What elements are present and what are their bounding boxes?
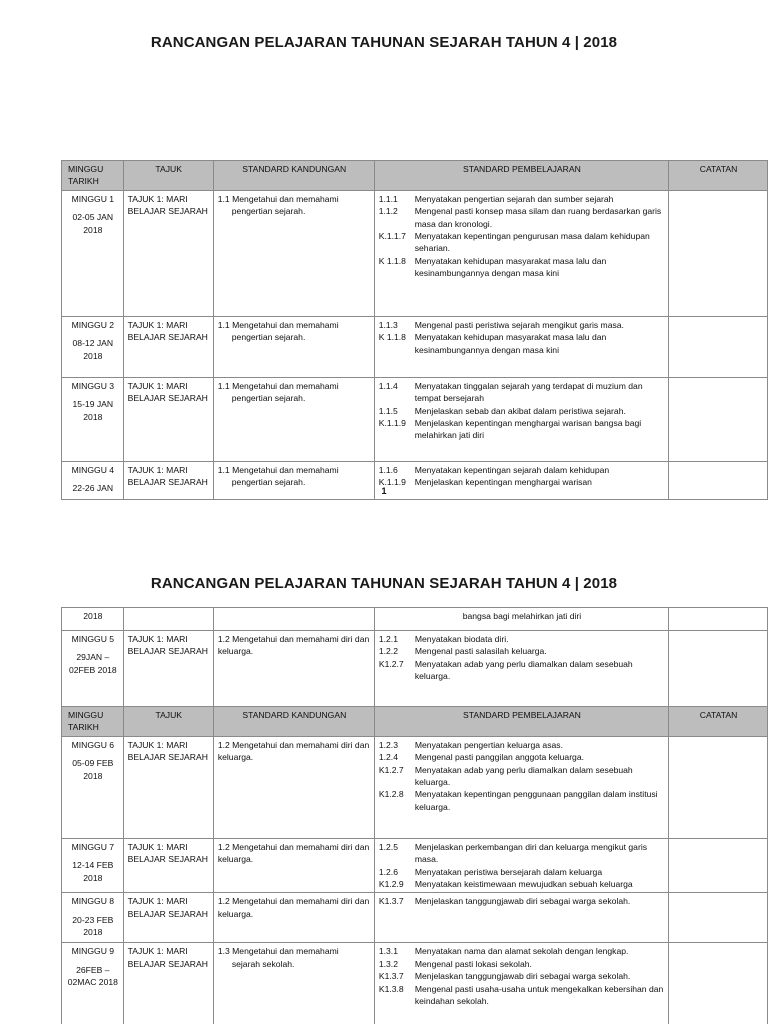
learning-standard-cell: K1.3.7 Menjelaskan tanggungjawab diri sebagai warga sekolah. <box>374 893 668 943</box>
content-standard-cell: 1.1 Mengetahui dan memahami pengertian sejarah. <box>213 190 374 316</box>
table-row <box>62 190 768 316</box>
learning-standard-cell: 1.1.4 Menyatakan tinggalan sejarah yang terdapat di muzium dan tempat bersejarah 1.1.5 Menjelaskan sebab dan akibat dalam peristiwa sejarah. K.1.1.9 Menjelaskan kepentingan menghargai warisan bangsa bagi melahirkan jati diri <box>374 377 668 461</box>
table-row <box>62 631 768 707</box>
week-cell: 2018 <box>62 608 124 631</box>
topic-cell: TAJUK 1: MARI BELAJAR SEJARAH <box>123 316 213 377</box>
content-standard-cell: 1.2 Mengetahui dan memahami diri dan keluarga. <box>213 736 374 838</box>
content-standard-cell: 1.1 Mengetahui dan memahami pengertian sejarah. <box>213 461 374 499</box>
content-standard-cell: 1.2 Mengetahui dan memahami diri dan keluarga. <box>213 838 374 893</box>
week-cell: MINGGU 1 02-05 JAN 2018 <box>62 190 124 316</box>
lesson-plan-table <box>61 160 768 500</box>
topic-cell: TAJUK 1: MARI BELAJAR SEJARAH <box>123 190 213 316</box>
header-content-standard: STANDARD KANDUNGAN <box>213 707 374 737</box>
week-cell: MINGGU 8 20-23 FEB 2018 <box>62 893 124 943</box>
header-content-standard: STANDARD KANDUNGAN <box>213 161 374 191</box>
topic-cell: TAJUK 1: MARI BELAJAR SEJARAH <box>123 943 213 1024</box>
learning-standard-cell: 1.1.3 Mengenal pasti peristiwa sejarah mengikut garis masa. K 1.1.8 Menyatakan kehidupan masyarakat masa lalu dan kesinambungannya dengan masa kini <box>374 316 668 377</box>
page-title: RANCANGAN PELAJARAN TAHUNAN SEJARAH TAHUN 4 | 2018 <box>150 34 618 51</box>
header-week: MINGGU TARIKH <box>62 707 124 737</box>
table-row <box>62 838 768 893</box>
table-header-row <box>62 707 768 737</box>
header-learning-standard: STANDARD PEMBELAJARAN <box>374 161 668 191</box>
notes-cell <box>669 377 768 461</box>
table-row <box>62 736 768 838</box>
table-header-row <box>62 161 768 191</box>
topic-cell: TAJUK 1: MARI BELAJAR SEJARAH <box>123 631 213 707</box>
topic-cell: TAJUK 1: MARI BELAJAR SEJARAH <box>123 461 213 499</box>
week-cell: MINGGU 7 12-14 FEB 2018 <box>62 838 124 893</box>
learning-standard-cell: 1.2.1 Menyatakan biodata diri. 1.2.2 Mengenal pasti salasilah keluarga. K1.2.7 Menyatakan adab yang perlu diamalkan dalam sesebuah keluarga. <box>374 631 668 707</box>
learning-standard-cell: 1.1.1 Menyatakan pengertian sejarah dan sumber sejarah 1.1.2 Mengenal pasti konsep masa silam dan ruang berdasarkan garis masa dan kronologi. K.1.1.7 Menyatakan kepentingan pengurusan masa dalam kehidupan seharian. K 1.1.8 Menyatakan kehidupan masyarakat masa lalu dan kesinambungannya dengan masa kini <box>374 190 668 316</box>
content-standard-cell: 1.2 Mengetahui dan memahami diri dan keluarga. <box>213 631 374 707</box>
notes-cell <box>669 736 768 838</box>
learning-standard-cell: 1.2.3 Menyatakan pengertian keluarga asas. 1.2.4 Mengenal pasti panggilan anggota keluarga. K1.2.7 Menyatakan adab yang perlu diamalkan dalam sesebuah keluarga. K1.2.8 Menyatakan kepentingan penggunaan panggilan dalam institusi keluarga. <box>374 736 668 838</box>
content-standard-cell <box>213 608 374 631</box>
notes-cell <box>669 316 768 377</box>
table-row <box>62 608 768 631</box>
notes-cell <box>669 631 768 707</box>
learning-standard-cell: 1.1.6 Menyatakan kepentingan sejarah dalam kehidupan K.1.1.9 Menjelaskan kepentingan menghargai warisan <box>374 461 668 499</box>
learning-standard-cell: 1.3.1 Menyatakan nama dan alamat sekolah dengan lengkap. 1.3.2 Mengenal pasti lokasi sekolah. K1.3.7 Menjelaskan tanggungjawab diri sebagai warga sekolah. K1.3.8 Mengenal pasti usaha-usaha untuk mengekalkan kebersihan dan keindahan sekolah. <box>374 943 668 1024</box>
content-standard-cell: 1.1 Mengetahui dan memahami pengertian sejarah. <box>213 377 374 461</box>
header-week: MINGGU TARIKH <box>62 161 124 191</box>
learning-standard-cell: bangsa bagi melahirkan jati diri <box>374 608 668 631</box>
content-standard-cell: 1.1 Mengetahui dan memahami pengertian sejarah. <box>213 316 374 377</box>
week-cell: MINGGU 3 15-19 JAN 2018 <box>62 377 124 461</box>
week-cell: MINGGU 4 22-26 JAN <box>62 461 124 499</box>
page-number: 1 <box>381 486 387 496</box>
week-cell: MINGGU 5 29JAN – 02FEB 2018 <box>62 631 124 707</box>
table-row <box>62 893 768 943</box>
header-learning-standard: STANDARD PEMBELAJARAN <box>374 707 668 737</box>
header-notes: CATATAN <box>669 161 768 191</box>
notes-cell <box>669 190 768 316</box>
topic-cell: TAJUK 1: MARI BELAJAR SEJARAH <box>123 377 213 461</box>
learning-standard-cell: 1.2.5 Menjelaskan perkembangan diri dan keluarga mengikut garis masa. 1.2.6 Menyatakan peristiwa bersejarah dalam keluarga K1.2.9 Menyatakan keistimewaan mewujudkan sebuah keluarga <box>374 838 668 893</box>
topic-cell <box>123 608 213 631</box>
header-notes: CATATAN <box>669 707 768 737</box>
content-standard-cell: 1.3 Mengetahui dan memahami sejarah sekolah. <box>213 943 374 1024</box>
notes-cell <box>669 838 768 893</box>
topic-cell: TAJUK 1: MARI BELAJAR SEJARAH <box>123 838 213 893</box>
header-topic: TAJUK <box>123 707 213 737</box>
week-cell: MINGGU 2 08-12 JAN 2018 <box>62 316 124 377</box>
notes-cell <box>669 943 768 1024</box>
notes-cell <box>669 608 768 631</box>
topic-cell: TAJUK 1: MARI BELAJAR SEJARAH <box>123 893 213 943</box>
header-topic: TAJUK <box>123 161 213 191</box>
content-standard-cell: 1.2 Mengetahui dan memahami diri dan keluarga. <box>213 893 374 943</box>
topic-cell: TAJUK 1: MARI BELAJAR SEJARAH <box>123 736 213 838</box>
page-title: RANCANGAN PELAJARAN TAHUNAN SEJARAH TAHUN 4 | 2018 <box>150 575 618 592</box>
week-cell: MINGGU 6 05-09 FEB 2018 <box>62 736 124 838</box>
lesson-plan-table <box>61 607 768 1024</box>
table-row <box>62 316 768 377</box>
table-row <box>62 377 768 461</box>
table-row <box>62 943 768 1024</box>
notes-cell <box>669 893 768 943</box>
week-cell: MINGGU 9 26FEB – 02MAC 2018 <box>62 943 124 1024</box>
